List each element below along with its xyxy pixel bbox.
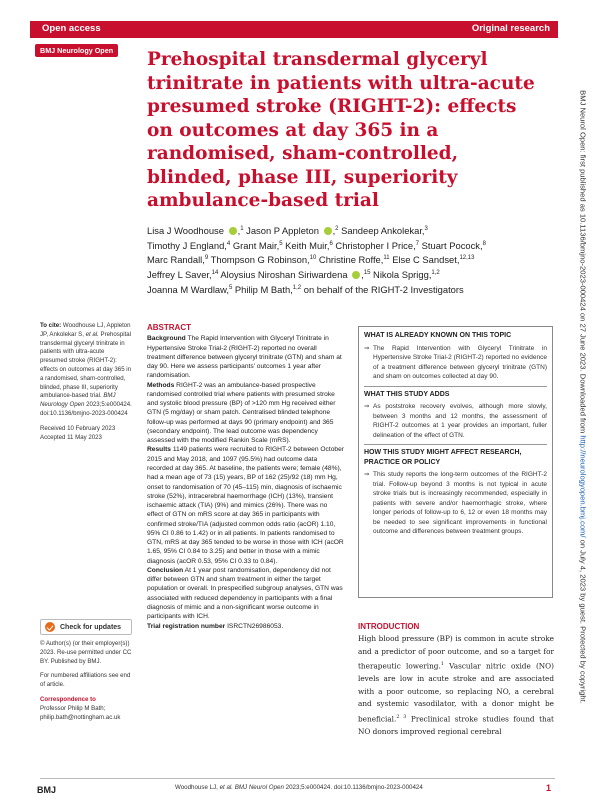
journal-badge: BMJ Neurology Open	[35, 44, 118, 57]
box-text: The Rapid Intervention with Glyceryl Trinitrate in Hypertensive Stroke Trial-2 (RIGHT-2) reported no evidence of a treatment difference between glyceryl trinitrate (GTN) and sham on outcomes collected at day 90.	[373, 344, 547, 380]
abstract-registration	[147, 622, 344, 631]
impact-section	[364, 444, 547, 537]
abstract-text: RIGHT-2 was an ambulance-based prospective randomised controlled trial where patients with presumed stroke and systolic blood pressure (BP) of >120 mm Hg received either GTN (5 mg/day) or sham patch. Centralised blinded telephone follow-up was performed at days 90 (primary endpoint) and 365 (secondary endpoint). The lead outcome was dependency assessed with the modified Rankin Scale (mRS).	[147, 381, 336, 445]
known-section	[364, 331, 547, 382]
box-heading: WHAT THIS STUDY ADDS	[364, 390, 450, 398]
author-name: Sandeep Ankolekar,	[341, 225, 425, 237]
box-text: As poststroke recovery evolves, although more slowly, between 3 months and 12 months, the assessment of RIGHT-2 outcomes at 1 year provides an important, fuller delineation of the effect of GTN.	[373, 403, 547, 439]
box-heading: WHAT IS ALREADY KNOWN ON THIS TOPIC	[364, 332, 512, 339]
header-bar	[30, 21, 558, 38]
author-line-1: Lisa J Woodhouse ,$^1$ Jason P Appleton ,$^2$ Sandeep Ankolekar,$^3$	[147, 225, 428, 237]
abstract-results	[147, 445, 344, 565]
dates	[40, 425, 132, 443]
author-name: Timothy J England,	[147, 239, 227, 251]
footer-journal: et al. BMJ Neurol Open	[219, 784, 284, 791]
author-name: Jeffrey L Saver,	[147, 269, 212, 281]
bmj-logo: BMJ	[37, 785, 57, 794]
affiliation-mark: 1,2	[292, 284, 302, 291]
affiliation-mark: 15	[363, 270, 371, 277]
affiliation-mark: 6	[329, 240, 333, 247]
author-name: Christine Roffe,	[316, 254, 384, 266]
author-name: Keith Muir,	[282, 239, 330, 251]
author-name: Grant Mair,	[230, 239, 280, 251]
cite-authors: Woodhouse LJ, Appleton JP, Ankolekar S,	[40, 322, 131, 338]
author-name: Thompson G Robinson,	[208, 254, 310, 266]
affiliation-mark: 5	[279, 240, 283, 247]
box-heading: HOW THIS STUDY MIGHT AFFECT RESEARCH, PRACTICE OR POLICY	[364, 449, 522, 466]
abstract-background	[147, 334, 344, 380]
author-name: Stuart Pocock,	[419, 239, 483, 251]
cite-body: Prehospital transdermal glyceryl trinitrate in patients with ultra-acute presumed stroke (RIGHT-2): effects on outcomes at day 365 in a randomised, sham-controlled, blinded, phase III, superiority ambulance-based trial.	[40, 330, 132, 400]
abstract-label: Methods	[147, 381, 175, 389]
abstract-conclusion	[147, 566, 344, 622]
correspondence	[40, 696, 132, 722]
orcid-icon[interactable]	[324, 227, 332, 235]
affiliations-note: For numbered affiliations see end of article.	[40, 672, 131, 689]
abstract-text: ISRCTN26986053.	[225, 622, 284, 630]
orcid-icon[interactable]	[229, 227, 237, 235]
adds-section	[364, 386, 547, 441]
affiliation-mark: 7	[415, 240, 420, 247]
cite-etal: et al.	[85, 330, 99, 338]
abstract-label: Background	[147, 335, 186, 343]
orcid-icon[interactable]	[352, 271, 360, 279]
author-line-3	[147, 252, 557, 267]
affiliation-mark: 14	[211, 270, 219, 277]
arrow-right-icon: ⇒	[364, 403, 370, 410]
open-access-label: Open access	[42, 23, 101, 34]
correspondence-label: Correspondence to	[40, 695, 96, 703]
abstract-text: The Rapid Intervention with Glyceryl Trinitrate in Hypertensive Stroke Trial-2 (RIGHT-2) reported no overall treatment difference between glyceryl trinitrate (GTN) and sham at day 90. Here we assess participants' outcomes 1 year after randomisation.	[147, 335, 342, 380]
author-name: Lisa J Woodhouse	[147, 225, 224, 237]
cite-label: To cite:	[40, 322, 62, 329]
citation-sidebar	[40, 322, 132, 448]
author-line-4: Jeffrey L Saver,$^{14}$ Aloysius Niroshan Siriwardena ,$^{15}$ Nikola Sprigg,$^{1,2}$	[147, 269, 440, 281]
intro-sentence: Preclinical stroke studies found that NO donors improved regional cerebral	[358, 714, 554, 736]
cite-doi[interactable]: 2023;5:e000424. doi:10.1136/bmjno-2023-000424	[40, 401, 132, 417]
reference-mark[interactable]: 1	[440, 661, 444, 668]
intro-sentence: Vascular nitric oxide (NO) levels are low in acute stroke and are associated with a poor outcome, so replacing NO, a cerebral and systemic vasodilator, with a donor might be beneficial.	[358, 661, 555, 724]
affiliation-mark: 5	[228, 284, 233, 291]
author-name: Marc Randall,	[147, 254, 205, 266]
download-notice	[579, 7, 588, 787]
affiliation-mark: 3	[424, 226, 428, 232]
author-line-5	[147, 282, 557, 297]
abstract-text: 1149 patients were recruited to RIGHT-2 between October 2015 and May 2018, and 1097 (95.5%) had outcome data recorded at day 365. At baseline, the patients were; female (48%), had a mean age of 73 (15) years, BP of 162 (25)/92 (18) mm Hg, onset to randomisation of 70 (45–115) min, diagnosis of ischaemic stroke (52%), intracerebral haemorrhage (ICH) (13%), transient ischaemic attack (TIA) (9%) and mimics (26%). There was no effect of GTN on mRS score at day 365 in participants with confirmed stroke/TIA (adjusted common odds ratio (acOR) 1.10, 95% CI 0.86 to 1.42) or in all patients. In patients randomised to GTN, mRS at day 365 tended to be worse in those with ICH (acOR 1.65, 95% CI 0.84 to 3.25) and better in those with a mimic diagnosis (acOR 0.53, 95% CI 0.33 to 0.84).	[147, 446, 344, 565]
correspondence-contact[interactable]: Professor Philip M Bath; philip.bath@nottingham.ac.uk	[40, 704, 121, 721]
affiliation-mark: 10	[309, 255, 317, 262]
arrow-right-icon: ⇒	[364, 344, 370, 352]
box-item	[364, 470, 547, 537]
cite-journal: BMJ Neurology Open	[40, 392, 116, 409]
abstract-text: At 1 year post randomisation, dependency did not differ between GTN and sham treatment in either the target population or overall. In prespecified subgroup analyses, GTN was associated with reduced dependency in participants with a final diagnosis of mimic and a non-significant worse outcome in participants with ICH.	[147, 566, 343, 621]
author-name: Else C Sandset,	[389, 254, 460, 266]
how-to-cite	[40, 322, 132, 419]
check-updates-label: Check for updates	[60, 623, 122, 631]
author-name: Joanna M Wardlaw,	[147, 284, 229, 295]
abstract-label: Results	[147, 446, 171, 454]
affiliation-mark: 4	[226, 240, 231, 247]
introduction-section	[358, 622, 554, 739]
footer-citation	[175, 784, 423, 791]
download-text: BMJ Neurol Open: first published as 10.1136/bmjno-2023-000424 on 27 June 2023. Downloaded from	[578, 90, 588, 436]
introduction-heading: INTRODUCTION	[358, 622, 420, 631]
article-type-label: Original research	[471, 23, 550, 34]
abstract-methods	[147, 381, 344, 446]
footer-divider	[40, 778, 555, 779]
affiliation-mark: 1,2	[431, 270, 440, 277]
author-name: Philip M Bath,	[232, 284, 293, 295]
box-text: This study reports the long-term outcomes of the RIGHT-2 trial. Follow-up beyond 3 months is not typical in acute stroke trials but is increasingly recommended, especially in patients with severe and/or haemorrhagic stroke, where longer periods of follow-up to 6, 12 or even 18 months may be needed to see significant improvements in functional outcome and differences between treatment groups.	[373, 471, 547, 535]
arrow-right-icon: ⇒	[364, 471, 370, 478]
journal-link[interactable]: http://neurologyopen.bmj.com/	[578, 435, 588, 538]
author-name: Christopher I Price,	[332, 239, 416, 251]
affiliation-mark: 12,13	[459, 255, 475, 262]
introduction-text	[358, 633, 554, 739]
footer-doi: 2023;5:e000424. doi:10.1136/bmjno-2023-000424	[283, 784, 423, 791]
box-item	[364, 402, 547, 440]
key-messages-box	[358, 326, 553, 598]
author-name: Aloysius Niroshan Siriwardena	[218, 269, 348, 281]
abstract-label: Trial registration number	[147, 622, 226, 630]
affiliation-mark: 2	[335, 226, 339, 232]
affiliation-mark: 1	[240, 226, 244, 232]
received-date: Received 10 February 2023	[40, 424, 116, 432]
download-text: on July 4, 2023 by guest. Protected by copyright.	[578, 537, 588, 704]
check-for-updates-button[interactable]	[40, 619, 132, 635]
author-group: on behalf of the RIGHT-2 Investigators	[301, 284, 464, 295]
footer-authors: Woodhouse LJ,	[175, 784, 220, 791]
copyright-note: © Author(s) (or their employer(s)) 2023. Re-use permitted under CC BY. Published by BMJ.	[40, 640, 132, 665]
abstract-section	[147, 323, 344, 631]
page-number: 1	[546, 783, 552, 793]
check-updates-icon	[45, 622, 55, 632]
author-name: Jason P Appleton	[246, 225, 319, 237]
affiliation-mark: 11	[383, 255, 390, 262]
author-list	[147, 223, 557, 297]
article-title: Prehospital transdermal glyceryl trinitrate in patients with ultra-acute presumed stroke (RIGHT-2): effects on outcomes at day 365 in a randomised, sham-controlled, blinded, phase III, superiority ambulance-based trial	[147, 49, 535, 211]
affiliation-mark: 8	[482, 240, 486, 247]
box-item	[364, 344, 547, 382]
abstract-label: Conclusion	[147, 566, 184, 574]
sidebar-notes	[40, 640, 132, 728]
author-name: Nikola Sprigg,	[370, 269, 432, 281]
abstract-heading: ABSTRACT	[147, 323, 191, 332]
accepted-date: Accepted 11 May 2023	[40, 433, 102, 441]
affiliation-mark: 9	[204, 255, 209, 262]
intro-sentence: High blood pressure (BP) is common in acute stroke and a predictor of poor outcome, and so a target for therapeutic lowering.	[358, 634, 554, 671]
reference-mark[interactable]: 2 3	[396, 713, 407, 720]
author-line-2	[147, 238, 557, 253]
